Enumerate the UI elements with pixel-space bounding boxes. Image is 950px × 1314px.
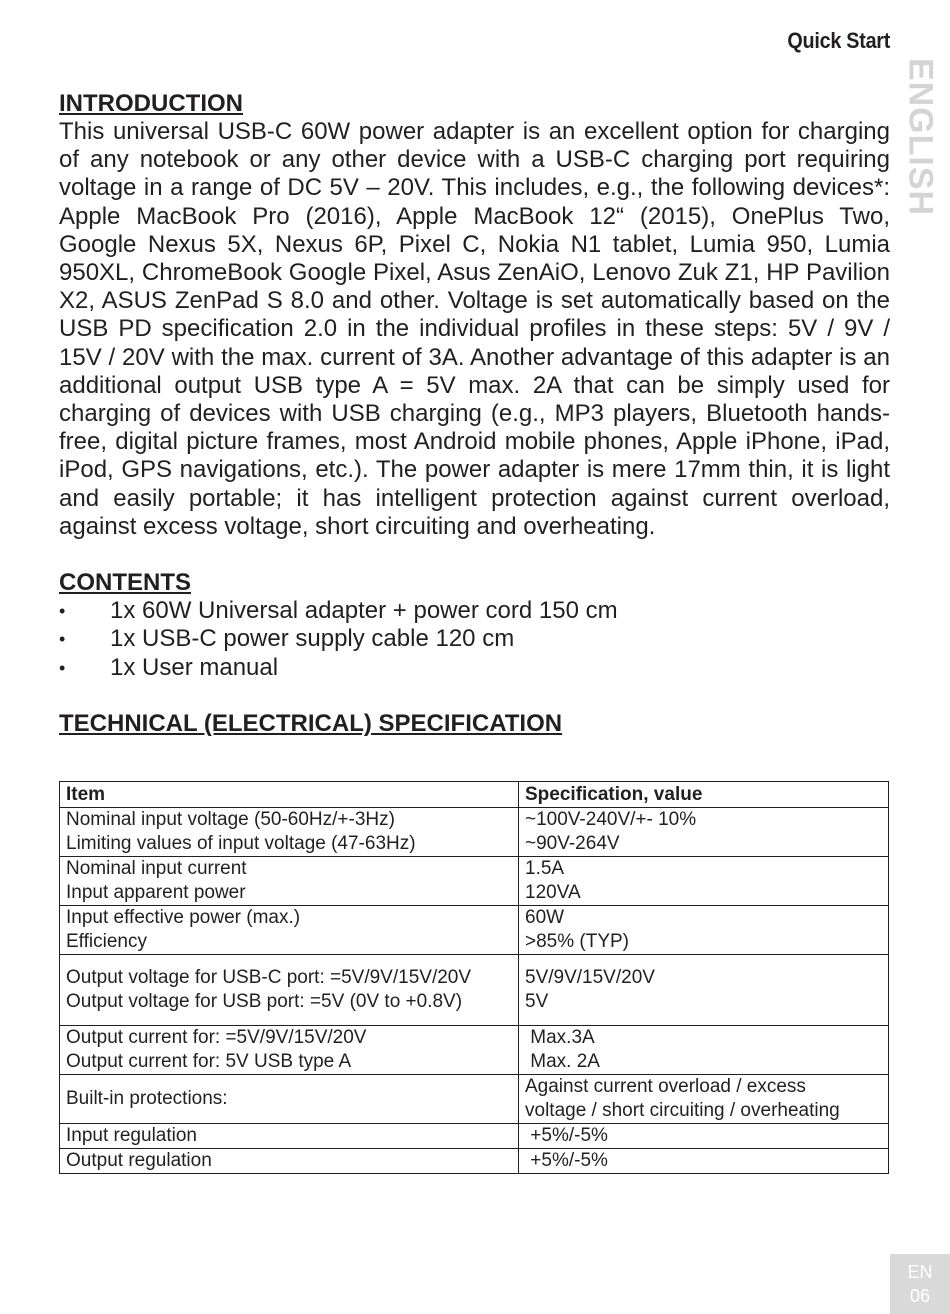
contents-heading: CONTENTS bbox=[59, 569, 191, 597]
table-cell-item: Nominal input voltage (50-60Hz/+-3Hz) Limiting values of input voltage (47-63Hz) bbox=[60, 808, 519, 857]
page-tab-language: EN bbox=[907, 1262, 933, 1282]
table-row bbox=[60, 906, 889, 955]
bullet-icon: • bbox=[59, 629, 66, 650]
list-item: • 1x USB-C power supply cable 120 cm bbox=[59, 625, 515, 653]
table-cell-value: ~100V-240V/+- 10% ~90V-264V bbox=[519, 808, 889, 857]
table-cell-item: Nominal input current Input apparent power bbox=[60, 857, 519, 906]
table-cell-item: Input effective power (max.) Efficiency bbox=[60, 906, 519, 955]
table-row bbox=[60, 955, 889, 1026]
page-number-tab bbox=[890, 1254, 950, 1314]
contents-list bbox=[59, 597, 890, 682]
introduction-heading: INTRODUCTION bbox=[59, 90, 243, 117]
table-row bbox=[60, 1026, 889, 1075]
bullet-icon: • bbox=[59, 657, 66, 678]
table-header-row bbox=[60, 782, 889, 808]
table-cell-value: Max.3A Max. 2A bbox=[519, 1026, 889, 1075]
bullet-icon: • bbox=[59, 601, 66, 622]
table-cell-value: +5%/-5% bbox=[519, 1124, 889, 1149]
table-cell-value: +5%/-5% bbox=[519, 1149, 889, 1174]
table-cell-value: 1.5A 120VA bbox=[519, 857, 889, 906]
table-cell-item: Output current for: =5V/9V/15V/20V Output current for: 5V USB type A bbox=[60, 1026, 519, 1075]
column-header-item: Item bbox=[60, 782, 519, 808]
table-cell-item: Built-in protections: bbox=[60, 1075, 519, 1124]
list-item: • 1x 60W Universal adapter + power cord 150 cm bbox=[59, 597, 618, 625]
page-header-title: Quick Start bbox=[787, 28, 890, 53]
table-cell-item: Output voltage for USB-C port: =5V/9V/15V/20V Output voltage for USB port: =5V (0V to +0.8V) bbox=[60, 955, 519, 1026]
table-row bbox=[60, 1075, 889, 1124]
table-row bbox=[60, 1149, 889, 1174]
table-row bbox=[60, 808, 889, 857]
specification-table bbox=[59, 781, 889, 1174]
page-number: 06 bbox=[909, 1286, 931, 1306]
list-item: • 1x User manual bbox=[59, 653, 279, 681]
table-cell-value: 60W >85% (TYP) bbox=[519, 906, 889, 955]
table-cell-item: Output regulation bbox=[60, 1149, 519, 1174]
language-side-tab-label: ENGLISH bbox=[901, 57, 940, 217]
language-side-tab bbox=[897, 57, 943, 217]
specification-heading: TECHNICAL (ELECTRICAL) SPECIFICATION bbox=[59, 709, 563, 737]
table-row bbox=[60, 1124, 889, 1149]
page-content bbox=[59, 90, 890, 738]
column-header-value: Specification, value bbox=[519, 782, 889, 808]
table-cell-value: 5V/9V/15V/20V 5V bbox=[519, 955, 889, 1026]
table-cell-value: Against current overload / excess voltage / short circuiting / overheating bbox=[519, 1075, 889, 1124]
introduction-body: This universal USB-C 60W power adapter is an excellent option for charging of any notebook or any other device with a USB-C charging port requiring voltage in a range of DC 5V – 20V. This includes, e.g., the following devices*: Apple MacBook Pro (2016), Apple MacBook 12“ (2015), OnePlus Two, Google Nexus 5X, Nexus 6P, Pixel C, Nokia N1 tablet, Lumia 950, Lumia 950XL, ChromeBook Google Pixel, Asus ZenAiO, Lenovo Zuk Z1, HP Pavilion X2, ASUS ZenPad S 8.0 and other. Voltage is set automatically based on the USB PD specification 2.0 in the individual profiles in these steps: 5V / 9V / 15V / 20V with the max. current of 3A. Another advantage of this adapter is an additional output USB type A = 5V max. 2A that can be simply used for charging of devices with USB charging (e.g., MP3 players, Bluetooth hands-free, digital picture frames, most Android mobile phones, Apple iPhone, iPad, iPod, GPS navigations, etc.). The power adapter is mere 17mm thin, it is light and easily portable; it has intelligent protection against current overload, against excess voltage, short circuiting and overheating. bbox=[59, 118, 890, 540]
table-cell-item: Input regulation bbox=[60, 1124, 519, 1149]
table-row bbox=[60, 857, 889, 906]
